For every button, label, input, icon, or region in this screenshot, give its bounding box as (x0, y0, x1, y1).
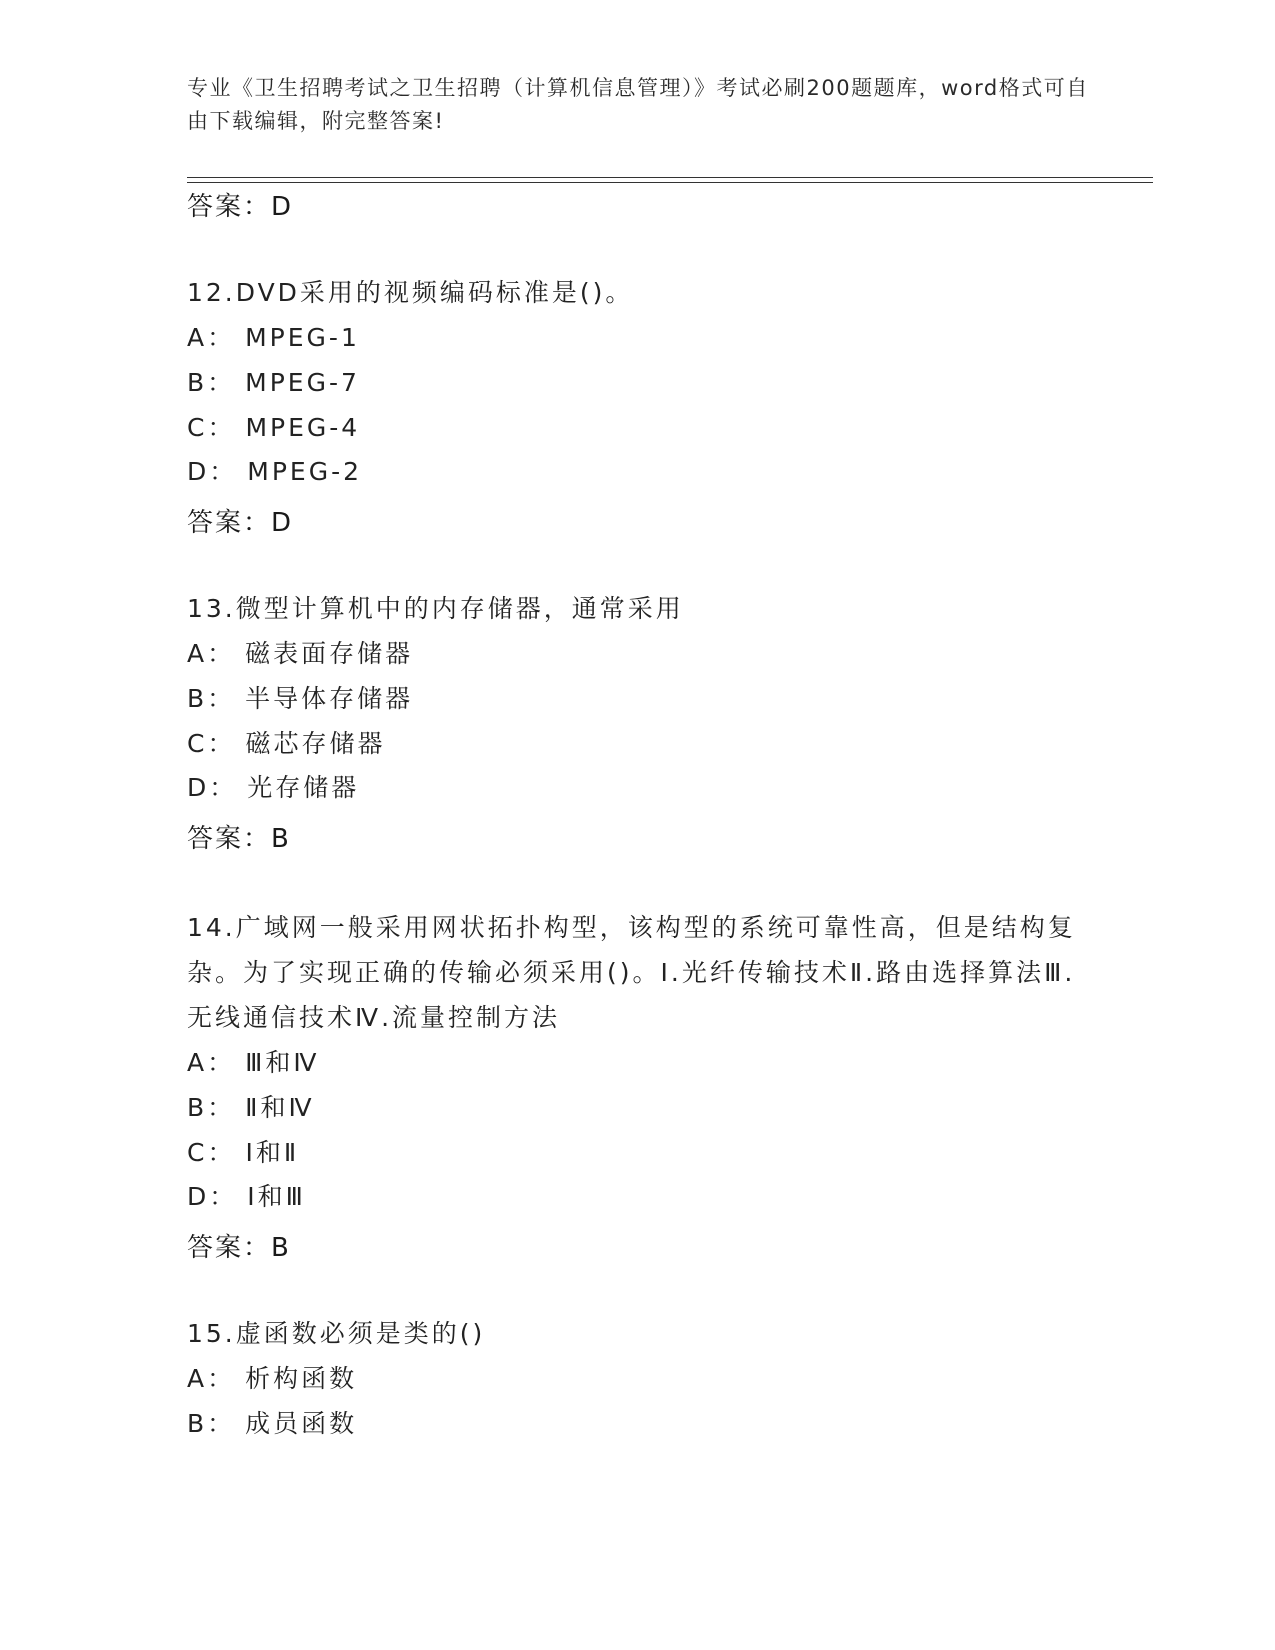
option-prefix: B： (187, 1409, 236, 1438)
question-15-stem: 15.虚函数必须是类的() (187, 1319, 486, 1348)
option-prefix: A： (187, 323, 236, 352)
question-14-answer: 答案：B (187, 1233, 291, 1263)
question-12-option-a (187, 318, 360, 354)
question-14-option-c (187, 1133, 299, 1169)
question-13-option-b (187, 679, 413, 715)
option-prefix: C： (187, 729, 236, 758)
header-divider-bottom (187, 182, 1153, 183)
option-text: 光存储器 (247, 773, 360, 802)
question-12-stem: 12.DVD采用的视频编码标准是()。 (187, 278, 634, 307)
question-15-option-b (187, 1404, 357, 1440)
option-text: 磁表面存储器 (245, 639, 414, 668)
option-prefix: C： (187, 413, 236, 442)
option-prefix: D： (187, 773, 238, 802)
option-prefix: B： (187, 368, 236, 397)
answer-previous: 答案：D (187, 192, 294, 222)
option-text: MPEG-1 (245, 323, 360, 352)
question-13-option-c (187, 724, 385, 760)
option-text: 磁芯存储器 (245, 729, 386, 758)
question-15-option-a (187, 1359, 357, 1395)
option-prefix: B： (187, 684, 236, 713)
option-text: Ⅲ和Ⅳ (245, 1048, 320, 1077)
option-prefix: A： (187, 1364, 236, 1393)
header-divider-top (187, 177, 1153, 178)
option-text: Ⅰ和Ⅲ (247, 1182, 306, 1211)
option-text: 半导体存储器 (245, 684, 414, 713)
question-12-option-c (187, 408, 360, 444)
option-text: MPEG-4 (245, 413, 361, 442)
option-text: MPEG-2 (247, 457, 363, 486)
option-prefix: A： (187, 639, 236, 668)
question-14-stem: 14.广域网一般采用网状拓扑构型，该构型的系统可靠性高，但是结构复杂。为了实现正确的传输必须采用()。Ⅰ.光纤传输技术Ⅱ.路由选择算法Ⅲ.无线通信技术Ⅳ.流量控制方法 (187, 913, 1076, 1032)
question-12-option-d (187, 452, 362, 488)
document-header: 专业《卫生招聘考试之卫生招聘（计算机信息管理）》考试必刷200题题库，word格式可自由下载编辑，附完整答案! (187, 76, 1089, 133)
question-13-stem: 13.微型计算机中的内存储器，通常采用 (187, 594, 684, 623)
option-prefix: B： (187, 1093, 236, 1122)
question-13-option-a (187, 634, 413, 670)
question-13-option-d (187, 768, 359, 804)
option-text: Ⅱ和Ⅳ (245, 1093, 315, 1122)
question-13-answer: 答案：B (187, 824, 291, 854)
question-14-option-b (187, 1088, 315, 1124)
option-text: 成员函数 (245, 1409, 358, 1438)
option-prefix: D： (187, 457, 238, 486)
question-12-option-b (187, 363, 360, 399)
option-text: 析构函数 (245, 1364, 358, 1393)
question-14-option-a (187, 1043, 319, 1079)
option-prefix: C： (187, 1138, 236, 1167)
option-text: MPEG-7 (245, 368, 360, 397)
option-prefix: D： (187, 1182, 238, 1211)
option-prefix: A： (187, 1048, 236, 1077)
question-12-answer: 答案：D (187, 508, 294, 538)
option-text: Ⅰ和Ⅱ (245, 1138, 300, 1167)
question-14-option-d (187, 1177, 306, 1213)
